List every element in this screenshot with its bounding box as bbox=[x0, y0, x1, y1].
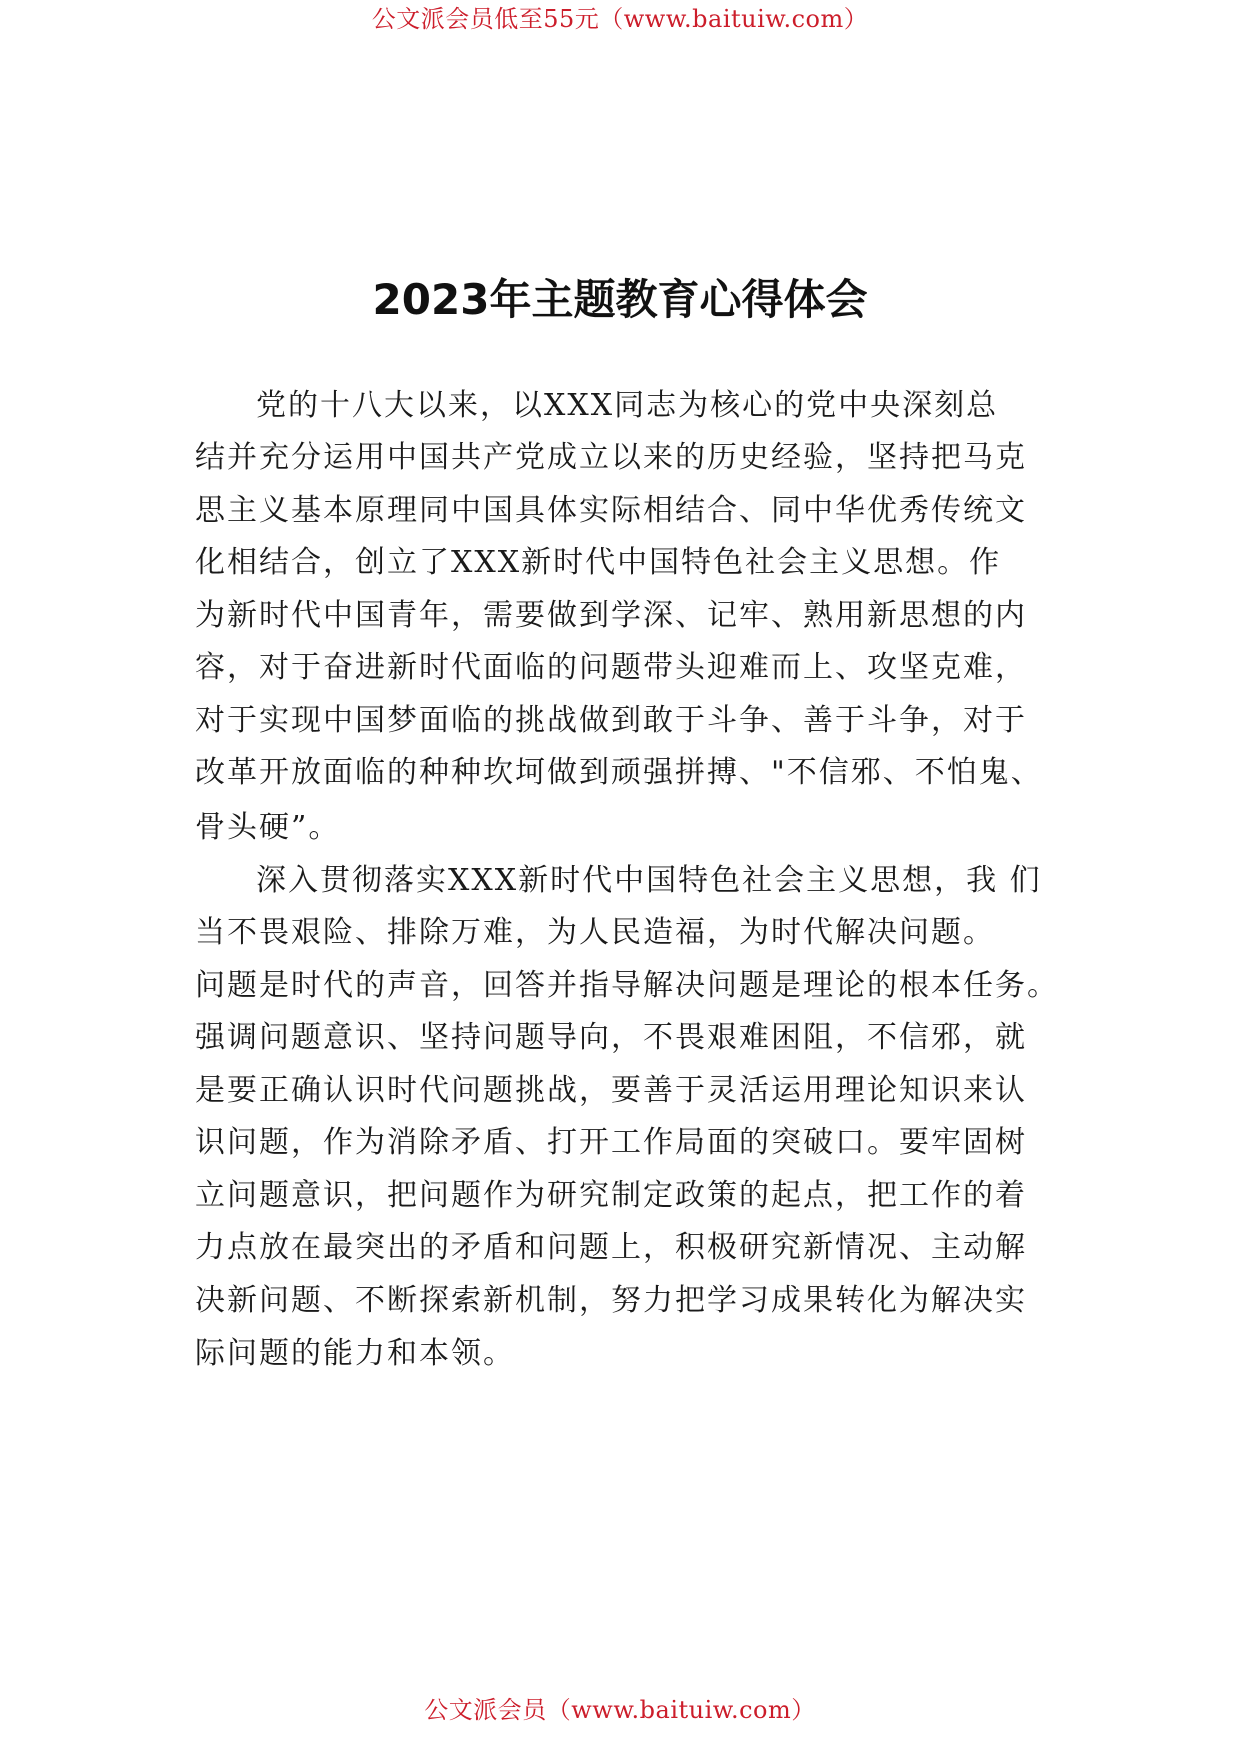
header-promo-link[interactable]: 公文派会员低至55元（www.baituiw.com） bbox=[371, 5, 869, 33]
paragraph-2-line-8: 力点放在最突出的矛盾和问题上，积极研究新情况、主动解 bbox=[195, 1230, 1027, 1265]
paragraph-2-line-1: 深入贯彻落实XXX新时代中国特色社会主义思想，我 们 bbox=[256, 863, 1042, 898]
paragraph-2-line-7: 立问题意识，把问题作为研究制定政策的起点，把工作的着 bbox=[195, 1178, 1027, 1213]
paragraph-2-line-4: 强调问题意识、坚持问题导向，不畏艰难困阻，不信邪，就 bbox=[195, 1020, 1027, 1055]
footer-promo-link[interactable]: 公文派会员（www.baituiw.com） bbox=[424, 1696, 816, 1724]
paragraph-1-line-8: 改革开放面临的种种坎坷做到顽强拼搏、"不信邪、不怕鬼、 bbox=[195, 755, 1043, 790]
paragraph-1-line-2: 结并充分运用中国共产党成立以来的历史经验，坚持把马克 bbox=[195, 440, 1027, 475]
paragraph-1-line-3: 思主义基本原理同中国具体实际相结合、同中华优秀传统文 bbox=[195, 493, 1027, 528]
paragraph-1-line-4: 化相结合，创立了XXX新时代中国特色社会主义思想。作 bbox=[195, 545, 1002, 580]
paragraph-2-line-6: 识问题，作为消除矛盾、打开工作局面的突破口。要牢固树 bbox=[195, 1125, 1027, 1160]
paragraph-2-line-3: 问题是时代的声音，回答并指导解决问题是理论的根本任务。 bbox=[195, 968, 1059, 1003]
document-title: 2023年主题教育心得体会 bbox=[372, 275, 868, 325]
paragraph-1-line-9: 骨头硬”。 bbox=[195, 810, 341, 845]
paragraph-1-line-6: 容，对于奋进新时代面临的问题带头迎难而上、攻坚克难， bbox=[195, 650, 1027, 685]
paragraph-1-line-1: 党的十八大以来，以XXX同志为核心的党中央深刻总 bbox=[256, 388, 999, 423]
paragraph-2-line-10: 际问题的能力和本领。 bbox=[195, 1336, 515, 1371]
paragraph-2-line-5: 是要正确认识时代问题挑战，要善于灵活运用理论知识来认 bbox=[195, 1073, 1027, 1108]
paragraph-2-line-2: 当不畏艰险、排除万难，为人民造福，为时代解决问题。 bbox=[195, 915, 995, 950]
paragraph-1-line-7: 对于实现中国梦面临的挑战做到敢于斗争、善于斗争，对于 bbox=[195, 703, 1027, 738]
paragraph-1-line-5: 为新时代中国青年，需要做到学深、记牢、熟用新思想的内 bbox=[195, 598, 1027, 633]
paragraph-2-line-9: 决新问题、不断探索新机制，努力把学习成果转化为解决实 bbox=[195, 1283, 1027, 1318]
